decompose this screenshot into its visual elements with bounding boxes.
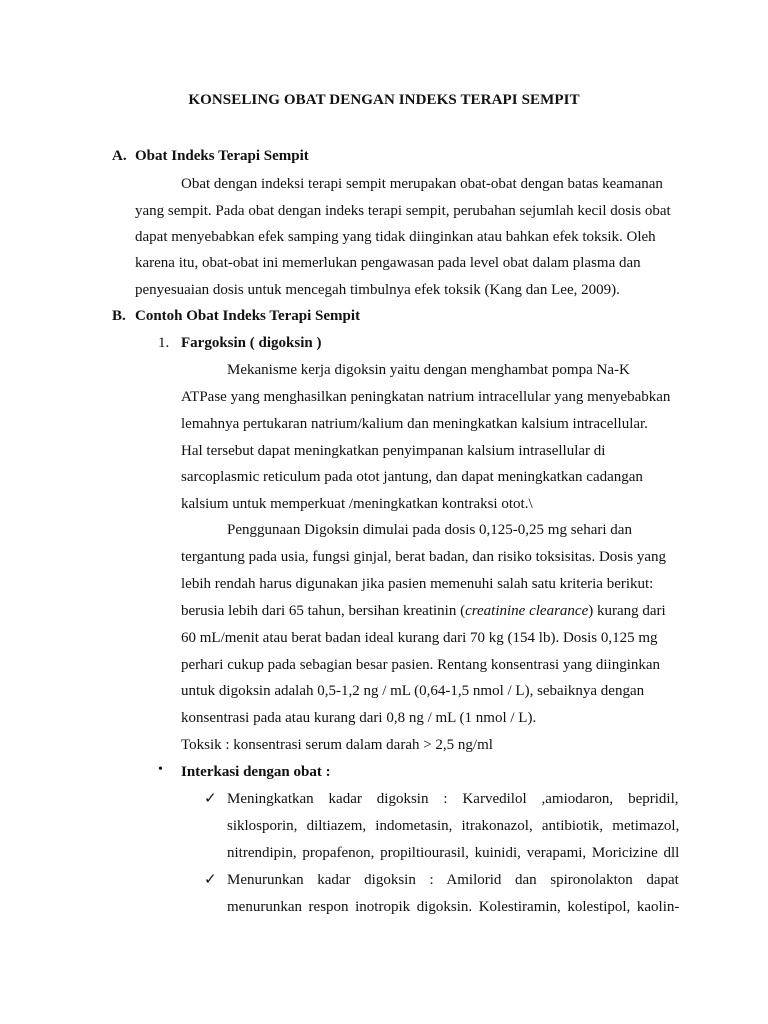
decrease-line: Menurunkan kadar digoksin : Amilorid dan spironolakton dapat: [227, 872, 679, 888]
dosage-line: Penggunaan Digoksin dimulai pada dosis 0,125-0,25 mg sehari dan: [227, 522, 632, 538]
section-a-line: dapat menyebabkan efek samping yang tidak diinginkan atau bahkan efek toksik. Oleh: [135, 229, 656, 245]
dosage-line: tergantung pada usia, fungsi ginjal, berat badan, dan risiko toksisitas. Dosis yang: [181, 549, 667, 565]
decrease-line: menurunkan respon inotropik digoksin. Kolestiramin, kolestipol, kaolin-: [227, 899, 680, 915]
section-a-line: Obat dengan indeksi terapi sempit merupakan obat-obat dengan batas keamanan: [181, 176, 663, 192]
mechanism-line: ATPase yang menghasilkan peningkatan natrium intracellular yang menyebabkan: [181, 389, 671, 405]
dosage-line: [181, 601, 666, 621]
item-1-heading: Fargoksin ( digoksin ): [181, 335, 322, 351]
dosage-line: untuk digoksin adalah 0,5-1,2 ng / mL (0,64-1,5 nmol / L), sebaiknya dengan: [181, 683, 645, 699]
mechanism-line: Hal tersebut dapat meningkatkan penyimpanan kalsium intrasellular di: [181, 443, 606, 459]
checkmark-icon: ✓: [204, 791, 217, 807]
mechanism-line: lemahnya pertukaran natrium/kalium dan meningkatkan kalsium intracellular.: [181, 416, 648, 432]
page-title: KONSELING OBAT DENGAN INDEKS TERAPI SEMPIT: [188, 92, 580, 108]
dosage-text: berusia lebih dari 65 tahun, bersihan kreatinin (: [181, 603, 466, 619]
section-a-line: karena itu, obat-obat ini memerlukan pengawasan pada level obat dalam plasma dan: [135, 255, 641, 271]
section-a-heading: Obat Indeks Terapi Sempit: [135, 148, 309, 164]
bullet-icon: •: [158, 762, 163, 777]
checkmark-icon: ✓: [204, 872, 217, 888]
increase-line: nitrendipin, propafenon, propiltiourasil, kuinidi, verapami, Moricizine dll: [227, 845, 680, 861]
section-b-marker: B.: [112, 308, 126, 324]
item-1-marker: 1.: [158, 335, 170, 351]
dosage-line: perhari cukup pada sebagian besar pasien. Rentang konsentrasi yang diinginkan: [181, 657, 661, 673]
section-a-marker: A.: [112, 148, 127, 164]
mechanism-line: kalsium untuk memperkuat /meningkatkan kontraksi otot.\: [181, 496, 533, 512]
dosage-text: ) kurang dari: [588, 603, 666, 619]
dosage-line: lebih rendah harus digunakan jika pasien memenuhi salah satu kriteria berikut:: [181, 576, 654, 592]
section-a-line: penyesuaian dosis untuk mencegah timbulnya efek toksik (Kang dan Lee, 2009).: [135, 282, 620, 298]
increase-text: Meningkatkan kadar digoksin : Karvedilol ,amiodaron, bepridil,: [227, 791, 679, 807]
section-a-line: yang sempit. Pada obat dengan indeks terapi sempit, perubahan sejumlah kecil dosis obat: [135, 203, 671, 219]
dosage-line: konsentrasi pada atau kurang dari 0,8 ng / mL (1 nmol / L).: [181, 710, 537, 726]
interaction-heading: Interkasi dengan obat :: [181, 764, 331, 780]
mechanism-line: Mekanisme kerja digoksin yaitu dengan menghambat pompa Na-K: [227, 362, 630, 378]
increase-line: siklosporin, diltiazem, indometasin, itrakonazol, antibiotik, metimazol,: [227, 818, 680, 834]
increase-line: [227, 789, 679, 809]
toxic-level: Toksik : konsentrasi serum dalam darah > 2,5 ng/ml: [181, 737, 493, 753]
section-b-heading: Contoh Obat Indeks Terapi Sempit: [135, 308, 361, 324]
mechanism-line: sarcoplasmic reticulum pada otot jantung, dan dapat meningkatkan cadangan: [181, 469, 643, 485]
creatinine-clearance-term: creatinine clearance: [465, 603, 589, 619]
dosage-line: 60 mL/menit atau berat badan ideal kurang dari 70 kg (154 lb). Dosis 0,125 mg: [181, 630, 658, 646]
